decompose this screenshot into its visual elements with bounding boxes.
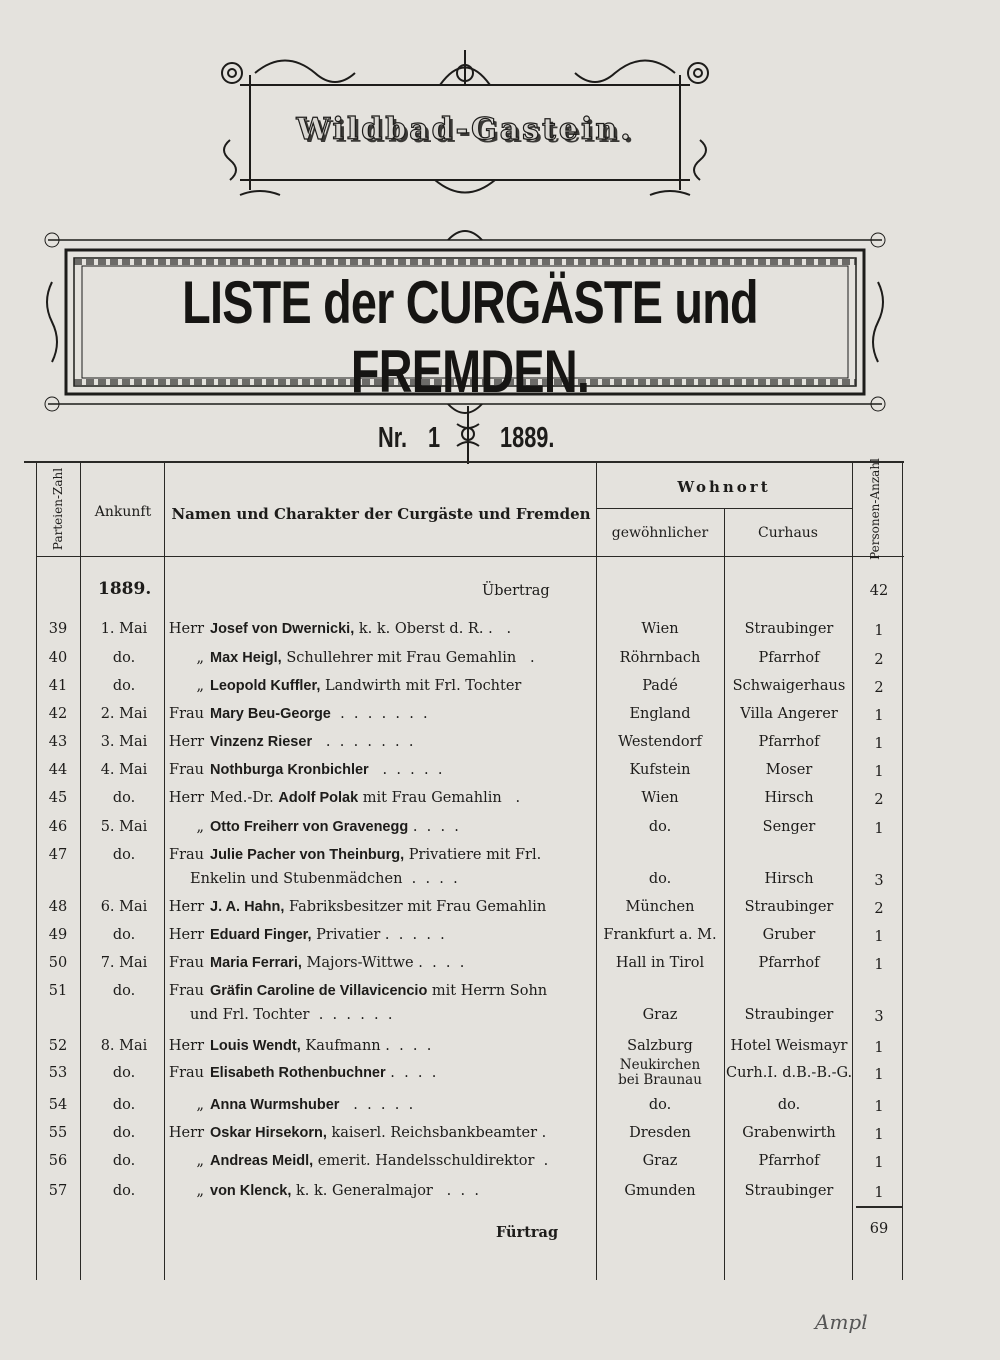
- guest-title: Herr: [168, 734, 204, 750]
- guest-name: von Klenck,: [210, 1183, 292, 1199]
- row-spa-house: Pfarrhof: [758, 734, 820, 750]
- header-residence: Wohnort: [677, 478, 771, 496]
- row-persons: 3: [874, 1009, 884, 1025]
- row-persons: 1: [874, 821, 884, 837]
- year-heading: 1889.: [98, 579, 152, 599]
- row-spa-house: Grabenwirth: [742, 1125, 836, 1141]
- row-usual-residence: Wien: [641, 790, 679, 806]
- col-line: [164, 462, 165, 1280]
- header-usual-residence: gewöhnlicher: [611, 525, 709, 541]
- row-persons: 2: [874, 652, 884, 668]
- row-arrival-date: do.: [112, 847, 136, 863]
- row-guest: [166, 898, 594, 916]
- row-guest: [166, 1064, 594, 1082]
- row-spa-house: Straubinger: [744, 621, 834, 637]
- guest-title: Herr: [168, 621, 204, 637]
- row-spa-house: Hirsch: [764, 790, 814, 806]
- row-spa-house: Villa Angerer: [740, 706, 838, 722]
- row-persons: 1: [874, 1127, 884, 1143]
- row-arrival-date: do.: [112, 1065, 136, 1081]
- row-number: 43: [48, 734, 68, 750]
- row-arrival-date: do.: [112, 1183, 136, 1199]
- row-number: 50: [48, 955, 68, 971]
- row-usual-residence: Salzburg: [627, 1038, 693, 1054]
- row-number: 57: [48, 1183, 68, 1199]
- issue-year: 1889.: [500, 422, 555, 454]
- guest-name: Josef von Dwernicki,: [210, 621, 355, 637]
- handwritten-signature: Ampl: [815, 1310, 868, 1334]
- row-arrival-date: do.: [112, 983, 136, 999]
- issue-number: 1: [428, 422, 441, 454]
- guest-description: Schullehrer mit Frau Gemahlin .: [281, 650, 535, 666]
- row-guest-continued: und Frl. Tochter . . . . . .: [190, 1007, 393, 1023]
- row-spa-house: Hotel Weismayr: [730, 1038, 848, 1054]
- guest-description: Fabriksbesitzer mit Frau Gemahlin: [284, 899, 547, 915]
- guest-description: k. k. Generalmajor . . .: [291, 1183, 479, 1199]
- row-guest: [166, 954, 594, 972]
- row-usual-residence: Wien: [641, 621, 679, 637]
- row-usual-residence: Graz: [642, 1153, 678, 1169]
- guest-title: Herr: [168, 927, 204, 943]
- row-arrival-date: 8. Mai: [100, 1038, 148, 1054]
- row-arrival-date: 4. Mai: [100, 762, 148, 778]
- row-usual-residence: Westendorf: [618, 734, 702, 750]
- guest-name: Maria Ferrari,: [210, 955, 302, 971]
- row-guest: [166, 705, 594, 723]
- row-persons: 3: [874, 873, 884, 889]
- row-persons: 1: [874, 1099, 884, 1115]
- guest-name: Anna Wurmshuber: [210, 1097, 340, 1113]
- guest-name: Mary Beu-George: [210, 706, 331, 722]
- row-guest: [166, 846, 594, 864]
- guest-title: „: [196, 819, 204, 835]
- row-arrival-date: do.: [112, 650, 136, 666]
- row-usual-residence: Dresden: [629, 1125, 691, 1141]
- row-guest-continued: Enkelin und Stubenmädchen . . . .: [190, 871, 458, 887]
- row-number: 53: [48, 1065, 68, 1081]
- row-persons: 1: [874, 1040, 884, 1056]
- row-spa-house: Senger: [762, 819, 816, 835]
- row-arrival-date: 6. Mai: [100, 899, 148, 915]
- row-spa-house: Straubinger: [744, 1183, 834, 1199]
- row-number: 41: [48, 678, 68, 694]
- row-spa-house: Curh.I. d.B.-B.-G.: [726, 1065, 853, 1081]
- row-number: 44: [48, 762, 68, 778]
- row-spa-house: Pfarrhof: [758, 955, 820, 971]
- row-guest: [166, 926, 594, 944]
- table-top-rule: [24, 461, 904, 463]
- row-guest: [166, 789, 594, 807]
- row-persons: 1: [874, 623, 884, 639]
- row-spa-house: Hirsch: [764, 871, 814, 887]
- header-names: Namen und Charakter der Curgäste und Fremden: [171, 505, 591, 523]
- row-arrival-date: do.: [112, 1125, 136, 1141]
- row-guest: [166, 677, 594, 695]
- row-spa-house: Pfarrhof: [758, 1153, 820, 1169]
- row-usual-residence: München: [625, 899, 695, 915]
- guest-name: Louis Wendt,: [210, 1038, 301, 1054]
- row-guest: [166, 1096, 594, 1114]
- guest-description: k. k. Oberst d. R. . .: [354, 621, 512, 637]
- row-number: 47: [48, 847, 68, 863]
- guest-description: Kaufmann . . . .: [300, 1038, 432, 1054]
- guest-description: Privatier . . . . .: [311, 927, 445, 943]
- total-rule: [856, 1206, 902, 1208]
- row-usual-residence: do.: [648, 1097, 672, 1113]
- page-title: LISTE der CURGÄSTE und FREMDEN.: [182, 269, 758, 405]
- col-line: [902, 462, 903, 1280]
- header-arrival: Ankunft: [94, 504, 152, 520]
- row-guest: [166, 1182, 594, 1200]
- guest-name: Adolf Polak: [278, 790, 359, 806]
- guest-title: Herr: [168, 899, 204, 915]
- row-usual-residence: Kufstein: [629, 762, 691, 778]
- row-arrival-date: do.: [112, 1153, 136, 1169]
- row-number: 55: [48, 1125, 68, 1141]
- guest-title: Frau: [169, 706, 204, 722]
- header-persons: Personen-Anzahl: [868, 458, 882, 560]
- row-number: 51: [48, 983, 68, 999]
- row-persons: 2: [874, 680, 884, 696]
- row-usual-residence: England: [629, 706, 691, 722]
- row-arrival-date: 2. Mai: [100, 706, 148, 722]
- row-persons: 1: [874, 1185, 884, 1201]
- row-guest: [166, 1124, 594, 1142]
- row-persons: 1: [874, 1155, 884, 1171]
- carry-in-label: Übertrag: [482, 583, 550, 599]
- row-number: 48: [48, 899, 68, 915]
- row-guest: [166, 982, 594, 1000]
- row-persons: 1: [874, 736, 884, 752]
- row-arrival-date: 5. Mai: [100, 819, 148, 835]
- row-number: 49: [48, 927, 68, 943]
- guest-name: Elisabeth Rothenbuchner: [210, 1065, 386, 1081]
- row-number: 46: [48, 819, 68, 835]
- header-bottom-rule: [36, 556, 904, 557]
- header-spa-house: Curhaus: [758, 525, 818, 541]
- guest-description: kaiserl. Reichsbankbeamter .: [326, 1125, 547, 1141]
- row-number: 40: [48, 650, 68, 666]
- col-line: [852, 462, 853, 1280]
- row-arrival-date: 3. Mai: [100, 734, 148, 750]
- row-usual-residence: Padé: [642, 678, 678, 694]
- row-usual-residence: do.: [648, 819, 672, 835]
- row-guest: [166, 649, 594, 667]
- guest-description: mit Frau Gemahlin .: [358, 790, 521, 806]
- guest-description: Majors-Wittwe . . . .: [301, 955, 465, 971]
- guest-description: mit Herrn Sohn: [427, 983, 548, 999]
- row-number: 54: [48, 1097, 68, 1113]
- carry-out-total: 69: [869, 1221, 889, 1237]
- guest-name: Eduard Finger,: [210, 927, 312, 943]
- row-spa-house: Straubinger: [744, 899, 834, 915]
- guest-name: Otto Freiherr von Gravenegg: [210, 819, 409, 835]
- row-guest: [166, 1037, 594, 1055]
- row-spa-house: Pfarrhof: [758, 650, 820, 666]
- row-arrival-date: do.: [112, 1097, 136, 1113]
- guest-title: „: [196, 1097, 204, 1113]
- guest-title: Frau: [169, 955, 204, 971]
- row-guest: [166, 733, 594, 751]
- guest-title: Herr: [168, 1038, 204, 1054]
- row-arrival-date: 7. Mai: [100, 955, 148, 971]
- row-number: 39: [48, 621, 68, 637]
- issue-ornament: [453, 404, 483, 466]
- issue-prefix: Nr.: [378, 422, 408, 454]
- row-number: 52: [48, 1038, 68, 1054]
- guest-title: Frau: [169, 762, 204, 778]
- guest-description: Privatiere mit Frl.: [404, 847, 542, 863]
- guest-title: „: [196, 650, 204, 666]
- town-name: Wildbad-Gastein.: [296, 112, 634, 147]
- row-guest: [166, 1152, 594, 1170]
- row-number: 45: [48, 790, 68, 806]
- carry-out-label: Fürtrag: [496, 1224, 559, 1241]
- guest-name: Vinzenz Rieser: [210, 734, 313, 750]
- guest-name: Gräfin Caroline de Villavicencio: [210, 983, 428, 999]
- row-number: 56: [48, 1153, 68, 1169]
- guest-name: Leopold Kuffler,: [210, 678, 321, 694]
- row-spa-house: Straubinger: [744, 1007, 834, 1023]
- guest-title: Frau: [169, 1065, 204, 1081]
- guest-title: „: [196, 1153, 204, 1169]
- row-persons: 2: [874, 901, 884, 917]
- row-spa-house: Moser: [765, 762, 813, 778]
- guest-description: emerit. Handelsschuldirektor .: [313, 1153, 549, 1169]
- row-spa-house: Gruber: [762, 927, 816, 943]
- guest-description: . . . . .: [368, 762, 443, 778]
- guest-description: . . . .: [408, 819, 459, 835]
- guest-name: Oskar Hirsekorn,: [210, 1125, 327, 1141]
- row-arrival-date: do.: [112, 790, 136, 806]
- guest-description: . . . . . . .: [330, 706, 428, 722]
- guest-title: Frau: [169, 983, 204, 999]
- row-usual-residence: do.: [648, 871, 672, 887]
- row-arrival-date: do.: [112, 927, 136, 943]
- guest-name: Andreas Meidl,: [210, 1153, 314, 1169]
- row-persons: 1: [874, 929, 884, 945]
- row-persons: 1: [874, 764, 884, 780]
- guest-description: . . . . . . .: [312, 734, 414, 750]
- row-usual-residence: Gmunden: [624, 1183, 696, 1199]
- row-usual-residence: Hall in Tirol: [615, 955, 705, 971]
- guest-title: „: [196, 678, 204, 694]
- row-usual-residence: Frankfurt a. M.: [603, 927, 717, 943]
- row-guest: [166, 818, 594, 836]
- row-spa-house: Schwaigerhaus: [732, 678, 846, 694]
- row-spa-house: do.: [777, 1097, 801, 1113]
- row-persons: 1: [874, 1067, 884, 1083]
- row-persons: 2: [874, 792, 884, 808]
- row-usual-residence: Graz: [642, 1007, 678, 1023]
- row-persons: 1: [874, 957, 884, 973]
- row-guest: [166, 620, 594, 638]
- row-usual-residence: Neukirchen bei Braunau: [618, 1057, 702, 1088]
- col-line: [724, 508, 725, 1280]
- guest-name: Nothburga Kronbichler: [210, 762, 369, 778]
- guest-name: Julie Pacher von Theinburg,: [210, 847, 405, 863]
- guest-description: . . . .: [385, 1065, 437, 1081]
- row-persons: 1: [874, 708, 884, 724]
- row-guest: [166, 761, 594, 779]
- guest-description: . . . . .: [339, 1097, 414, 1113]
- guest-title: Herr: [168, 1125, 204, 1141]
- col-line: [80, 462, 81, 1280]
- guest-title: Frau: [169, 847, 204, 863]
- carry-in-total: 42: [869, 583, 889, 599]
- guest-name: Max Heigl,: [210, 650, 282, 666]
- guest-description: Landwirth mit Frl. Tochter: [320, 678, 522, 694]
- guest-name: J. A. Hahn,: [210, 899, 285, 915]
- row-arrival-date: do.: [112, 678, 136, 694]
- guest-title: „: [196, 1183, 204, 1199]
- row-usual-residence: Röhrnbach: [619, 650, 701, 666]
- row-number: 42: [48, 706, 68, 722]
- row-arrival-date: 1. Mai: [100, 621, 148, 637]
- guest-prefix: Med.-Dr.: [210, 790, 279, 806]
- guest-title: Herr: [168, 790, 204, 806]
- header-party-number: Parteien-Zahl: [51, 467, 65, 551]
